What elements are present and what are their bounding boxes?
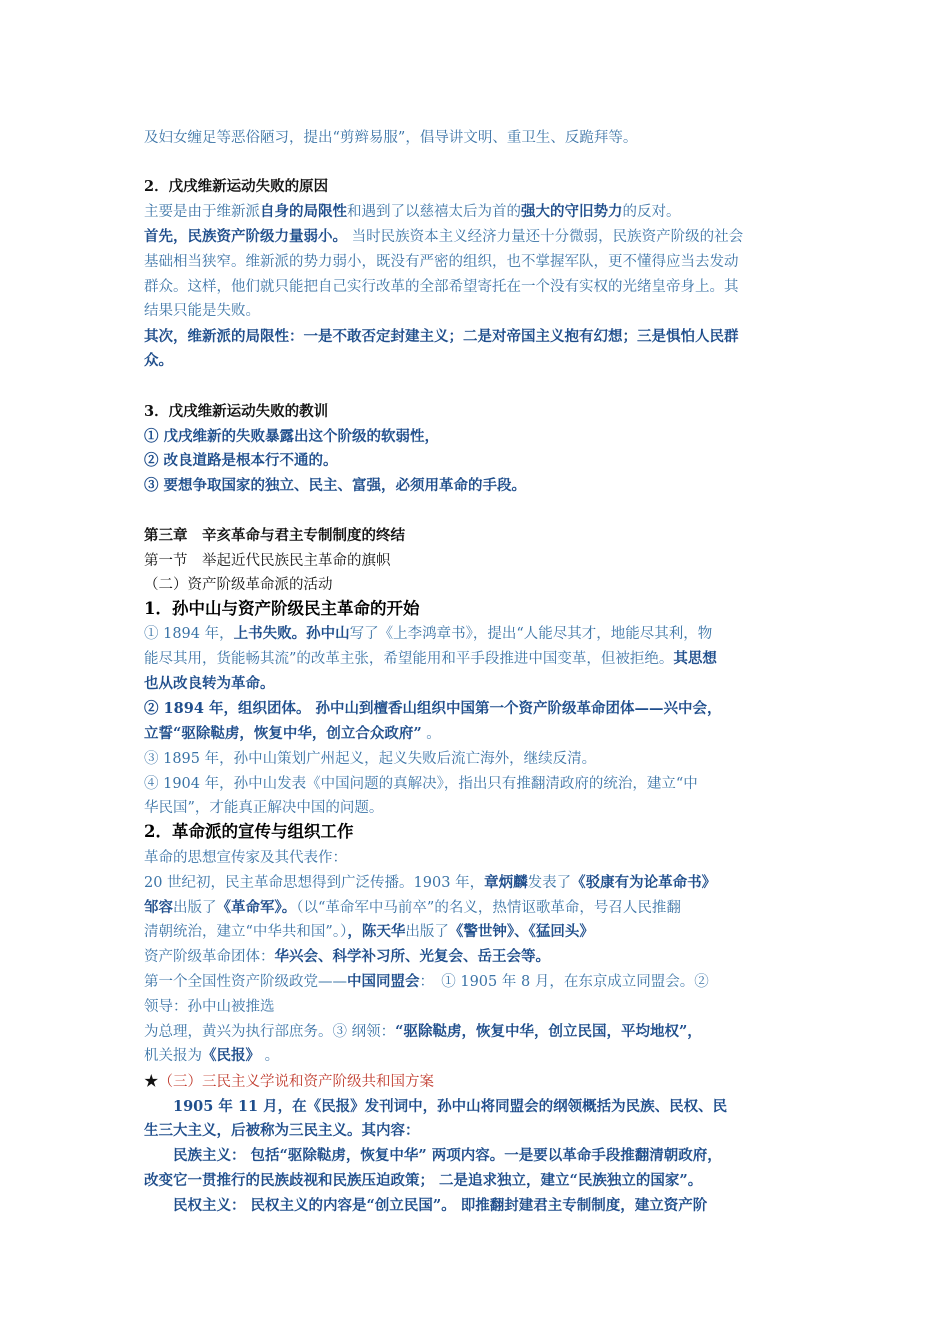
star-icon: ★: [144, 1074, 159, 1090]
text-line: ① 1894 年，上书失败。孙中山写了《上李鸿章书》，提出“人能尽其才，地能尽其利，物: [144, 625, 713, 642]
text-line: 能尽其用，货能畅其流”的改革主张，希望能用和平手段推进中国变革，但被拒绝。其思想: [144, 650, 717, 667]
list-item: ② 改良道路是根本行不通的。: [144, 452, 338, 469]
text-line: 生三大主义，后被称为三民主义。其内容：: [144, 1122, 420, 1139]
text-line: 众。: [144, 352, 173, 369]
text-line: 20 世纪初，民主革命思想得到广泛传播。1903 年，章炳麟发表了《驳康有为论革命书》: [144, 874, 717, 891]
text-line: 群众。这样，他们就只能把自己实行改革的全部希望寄托在一个没有实权的光绪皇帝身上。其: [144, 279, 739, 295]
list-item: ③ 要想争取国家的独立、民主、富强，必须用革命的手段。: [144, 477, 527, 494]
subsection-title-three-principles: ★（三）三民主义学说和资产阶级共和国方案: [144, 1074, 434, 1090]
section-title: 第一节 举起近代民族民主革命的旗帜: [144, 553, 391, 569]
text-line: 清朝统治，建立“中华共和国”。），陈天华出版了《警世钟》、《猛回头》: [144, 923, 594, 940]
text-line: 华民国”，才能真正解决中国的问题。: [144, 800, 384, 816]
text-line: 民族主义： 包括“驱除鞑虏，恢复中华” 两项内容。一是要以革命手段推翻清朝政府，: [144, 1147, 722, 1164]
text-line: 机关报为《民报》 。: [144, 1047, 280, 1064]
text-line: ③ 1895 年，孙中山策划广州起义，起义失败后流亡海外，继续反清。: [144, 751, 597, 767]
text-line: ② 1894 年，组织团体。 孙中山到檀香山组织中国第一个资产阶级革命团体——兴中会，: [144, 700, 722, 717]
section-heading-lessons: 3．戊戌维新运动失败的教训: [144, 403, 329, 420]
text-line: ④ 1904 年，孙中山发表《中国问题的真解决》，指出只有推翻清政府的统治，建立“中: [144, 776, 698, 792]
chapter-title: 第三章 辛亥革命与君主专制制度的终结: [144, 527, 405, 544]
section-heading-causes: 2．戊戌维新运动失败的原因: [144, 178, 329, 195]
text-line: 邹容出版了《革命军》。（以“革命军中马前卒”的名义，热情讴歌革命，号召人民推翻: [144, 899, 681, 916]
list-item: ① 戊戌维新的失败暴露出这个阶级的软弱性，: [144, 428, 440, 445]
text-line: 为总理，黄兴为执行部庶务。③ 纲领：“驱除鞑虏，恢复中华，创立民国，平均地权”，: [144, 1023, 702, 1040]
text-line: 主要是由于维新派自身的局限性和遇到了以慈禧太后为首的强大的守旧势力的反对。: [144, 203, 681, 220]
text-line: 立誓“驱除鞑虏，恢复中华，创立合众政府” 。: [144, 725, 441, 742]
text-line: 领导：孙中山被推选: [144, 999, 275, 1015]
text-line: 结果只能是失败。: [144, 303, 260, 319]
text-line: 资产阶级革命团体：华兴会、科学补习所、光复会、岳王会等。: [144, 948, 550, 965]
heading-propaganda: 2．革命派的宣传与组织工作: [144, 822, 354, 841]
text-line: 革命的思想宣传家及其代表作：: [144, 850, 347, 866]
subsection-title: （二）资产阶级革命派的活动: [144, 577, 333, 593]
text-line: 及妇女缠足等恶俗陋习，提出“剪辫易服”，倡导讲文明、重卫生、反跪拜等。: [144, 130, 638, 146]
text-line: 民权主义： 民权主义的内容是“创立民国”。 即推翻封建君主专制制度，建立资产阶: [144, 1197, 708, 1214]
text-line: 第一个全国性资产阶级政党——中国同盟会： ① 1905 年 8 月，在东京成立同盟会。②: [144, 973, 709, 990]
text-line: 也从改良转为革命。: [144, 675, 275, 692]
text-line: 1905 年 11 月，在《民报》发刊词中，孙中山将同盟会的纲领概括为民族、民权、民: [144, 1098, 728, 1115]
text-line: 改变它一贯推行的民族歧视和民族压迫政策； 二是追求独立，建立“民族独立的国家”。: [144, 1172, 703, 1189]
heading-sun-yat-sen: 1．孙中山与资产阶级民主革命的开始: [144, 599, 420, 618]
text-line: 其次，维新派的局限性：一是不敢否定封建主义；二是对帝国主义抱有幻想；三是惧怕人民群: [144, 328, 739, 345]
text-line: 基础相当狭窄。维新派的势力弱小，既没有严密的组织，也不掌握军队，更不懂得应当去发动: [144, 254, 739, 270]
text-line: 首先，民族资产阶级力量弱小。 当时民族资本主义经济力量还十分微弱，民族资产阶级的社会: [144, 228, 744, 245]
